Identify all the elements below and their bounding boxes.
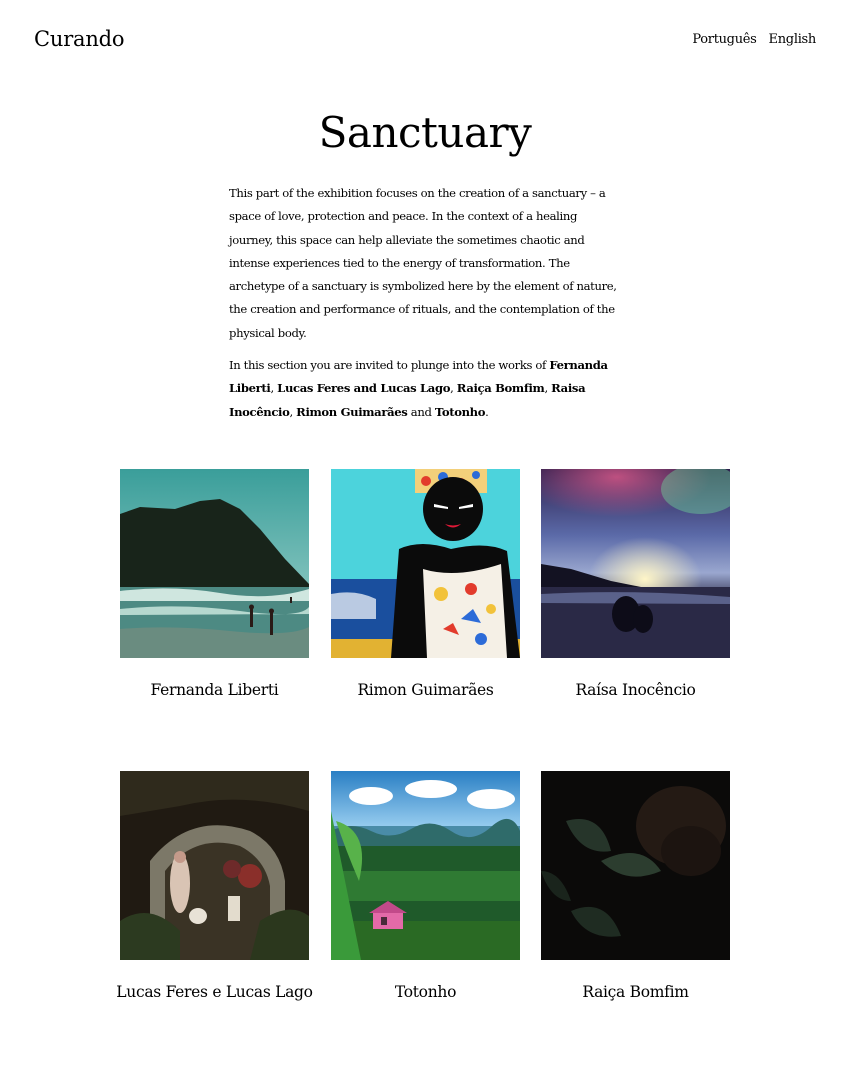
artist-link-fernanda[interactable]: Fernanda Liberti	[229, 358, 608, 396]
artist-card-raica-bomfim[interactable]	[541, 771, 730, 1001]
page-title: Sanctuary	[318, 108, 532, 157]
artist-name[interactable]: Raísa Inocêncio	[575, 681, 696, 699]
artwork-thumbnail[interactable]	[541, 771, 730, 960]
artist-card-fernanda-liberti[interactable]	[120, 469, 309, 699]
artist-card-raisa-inocencio[interactable]	[541, 469, 730, 699]
site-logo[interactable]: Curando	[34, 27, 125, 51]
intro-text	[229, 182, 621, 433]
intro-paragraph-2: In this section you are invited to plunge into the works of Fernanda Liberti, Lucas Feres and Lucas Lago, Raiça Bomfim, Raisa Inocêncio, Rimon Guimarães and Totonho.	[229, 358, 608, 419]
artist-name[interactable]: Fernanda Liberti	[150, 681, 279, 699]
intro-paragraph-1: This part of the exhibition focuses on the creation of a sanctuary – a space of love, protection and peace. In the context of a healing journey, this space can help alleviate the sometimes chaotic and intense experiences tied to the energy of transformation. The archetype of a sanctuary is symbolized here by the element of nature, the creation and performance of rituals, and the contemplation of the physical body.	[229, 186, 617, 340]
artist-link-lucas[interactable]: Lucas Feres and Lucas Lago	[277, 381, 451, 396]
artwork-thumbnail[interactable]	[331, 469, 520, 658]
language-switcher	[692, 32, 816, 47]
artist-name[interactable]: Totonho	[394, 983, 457, 1001]
lang-english[interactable]: English	[768, 32, 816, 47]
artist-link-raisa[interactable]: Raisa Inocêncio	[229, 381, 586, 419]
artwork-thumbnail[interactable]	[331, 771, 520, 960]
artist-link-rimon[interactable]: Rimon Guimarães	[296, 404, 408, 419]
artist-name[interactable]: Rimon Guimarães	[357, 681, 494, 699]
artwork-thumbnail[interactable]	[541, 469, 730, 658]
artwork-thumbnail[interactable]	[120, 469, 309, 658]
artist-card-rimon-guimaraes[interactable]	[331, 469, 520, 699]
artist-card-lucas-feres-lucas-lago[interactable]	[116, 771, 313, 1001]
artist-name[interactable]: Raiça Bomfim	[582, 983, 689, 1001]
artist-link-raica[interactable]: Raiça Bomfim	[456, 381, 545, 396]
artist-link-totonho[interactable]: Totonho	[434, 404, 486, 419]
artwork-thumbnail[interactable]	[120, 771, 309, 960]
lang-portuguese[interactable]: Português	[692, 32, 757, 47]
artist-name[interactable]: Lucas Feres e Lucas Lago	[116, 983, 313, 1001]
artist-card-totonho[interactable]	[331, 771, 520, 1001]
